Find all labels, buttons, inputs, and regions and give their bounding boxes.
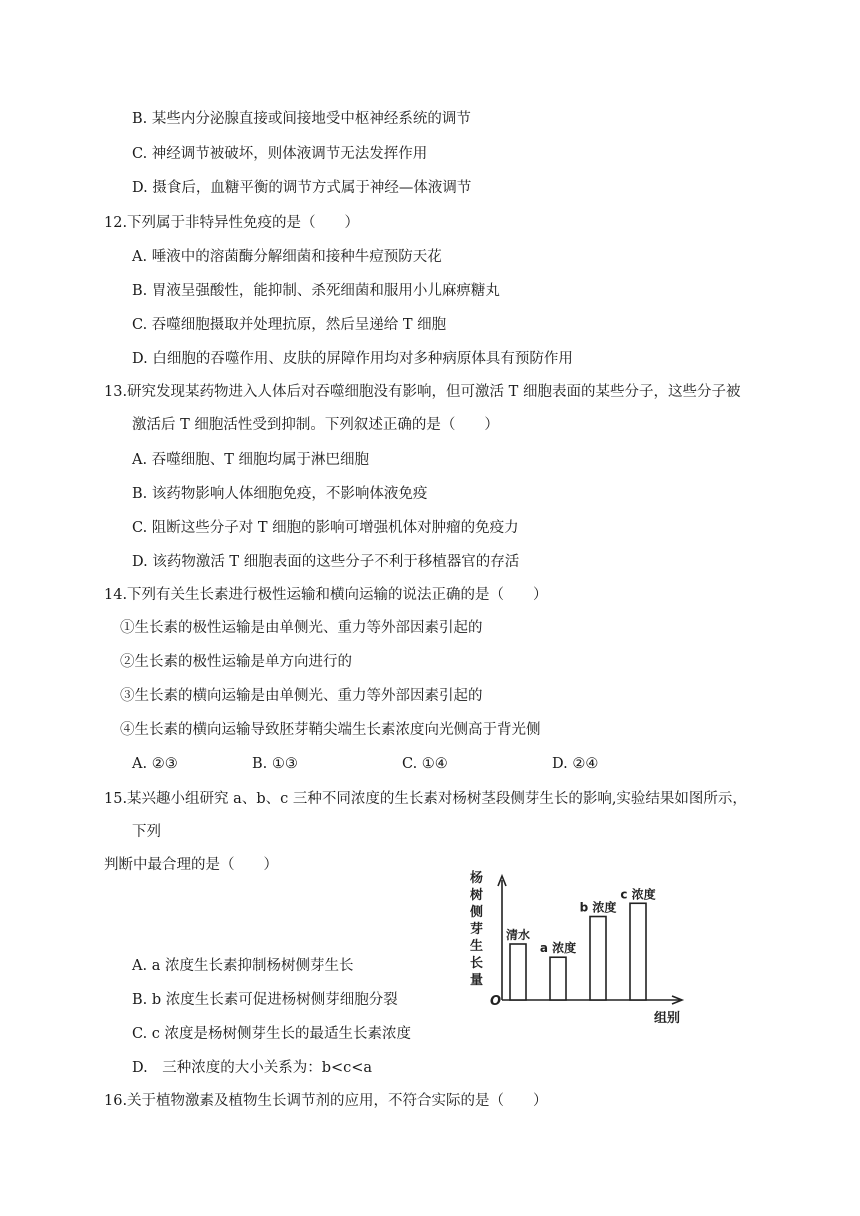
q14-statement-1: ①生长素的极性运输是由单侧光、重力等外部因素引起的 <box>120 620 483 636</box>
q14-option-c: C. ①④ <box>402 756 448 772</box>
q15-stem: 15.某兴趣小组研究 a、b、c 三种不同浓度的生长素对杨树茎段侧芽生长的影响,实验结果如图所示， <box>104 791 747 807</box>
q14-statement-4: ④生长素的横向运输导致胚芽鞘尖端生长素浓度向光侧高于背光侧 <box>120 722 541 738</box>
q14-option-a: A. ②③ <box>132 756 178 772</box>
q14-statement-3: ③生长素的横向运输是由单侧光、重力等外部因素引起的 <box>120 688 483 704</box>
bar-label-1: a 浓度 <box>539 941 577 956</box>
y-axis-label-char: 长 <box>470 956 484 971</box>
bar-2 <box>590 917 606 1000</box>
bar-label-3: c 浓度 <box>620 887 656 902</box>
origin-label: O <box>490 994 502 1009</box>
growth-bar-chart <box>468 868 708 1028</box>
y-axis-label-char: 芽 <box>470 922 484 937</box>
y-axis-label-char: 量 <box>470 973 484 988</box>
q14-option-d: D. ②④ <box>552 756 599 772</box>
q15-stem-cont2: 判断中最合理的是（ ） <box>104 857 278 873</box>
q11-option-d: D. 摄食后，血糖平衡的调节方式属于神经—体液调节 <box>132 180 472 196</box>
q13-stem-cont: 激活后 T 细胞活性受到抑制。下列叙述正确的是（ ） <box>132 417 499 433</box>
q12-option-d: D. 白细胞的吞噬作用、皮肤的屏障作用均对多种病原体具有预防作用 <box>132 351 573 367</box>
q14-stem: 14.下列有关生长素进行极性运输和横向运输的说法正确的是（ ） <box>104 587 548 603</box>
q13-option-c: C. 阻断这些分子对 T 细胞的影响可增强机体对肿瘤的免疫力 <box>132 520 519 536</box>
q12-option-c: C. 吞噬细胞摄取并处理抗原，然后呈递给 T 细胞 <box>132 317 447 333</box>
q13-option-d: D. 该药物激活 T 细胞表面的这些分子不利于移植器官的存活 <box>132 554 520 570</box>
q14-option-b: B. ①③ <box>252 756 298 772</box>
q15-option-c: C. c 浓度是杨树侧芽生长的最适生长素浓度 <box>132 1026 412 1042</box>
y-axis-label-char: 生 <box>470 939 484 954</box>
q13-option-a: A. 吞噬细胞、T 细胞均属于淋巴细胞 <box>132 452 369 468</box>
bar-1 <box>550 957 566 1000</box>
q15-option-d: D. 三种浓度的大小关系为：b<c<a <box>132 1060 373 1076</box>
q12-option-b: B. 胃液呈强酸性，能抑制、杀死细菌和服用小儿麻痹糖丸 <box>132 283 500 299</box>
bar-label-2: b 浓度 <box>579 900 617 915</box>
q14-statement-2: ②生长素的极性运输是单方向进行的 <box>120 654 352 670</box>
q12-option-a: A. 唾液中的溶菌酶分解细菌和接种牛痘预防天花 <box>132 249 442 265</box>
bar-3 <box>630 903 646 1000</box>
y-axis-label-char: 杨 <box>470 871 484 886</box>
bar-label-0: 清水 <box>505 928 531 942</box>
q15-option-b: B. b 浓度生长素可促进杨树侧芽细胞分裂 <box>132 992 398 1008</box>
y-axis-label-char: 树 <box>470 888 484 903</box>
x-axis-label: 组别 <box>654 1011 681 1026</box>
q12-stem: 12.下列属于非特异性免疫的是（ ） <box>104 215 360 231</box>
q15-stem-cont: 下列 <box>132 824 161 840</box>
y-axis-label-char: 侧 <box>470 905 484 920</box>
q15-option-a: A. a 浓度生长素抑制杨树侧芽生长 <box>132 958 354 974</box>
q16-stem: 16.关于植物激素及植物生长调节剂的应用，不符合实际的是（ ） <box>104 1093 548 1109</box>
q13-option-b: B. 该药物影响人体细胞免疫，不影响体液免疫 <box>132 486 428 502</box>
q13-stem: 13.研究发现某药物进入人体后对吞噬细胞没有影响，但可激活 T 细胞表面的某些分子，这些分子被 <box>104 384 741 400</box>
q11-option-b: B. 某些内分泌腺直接或间接地受中枢神经系统的调节 <box>132 111 471 127</box>
bar-0 <box>510 944 526 1000</box>
q11-option-c: C. 神经调节被破坏，则体液调节无法发挥作用 <box>132 146 428 162</box>
